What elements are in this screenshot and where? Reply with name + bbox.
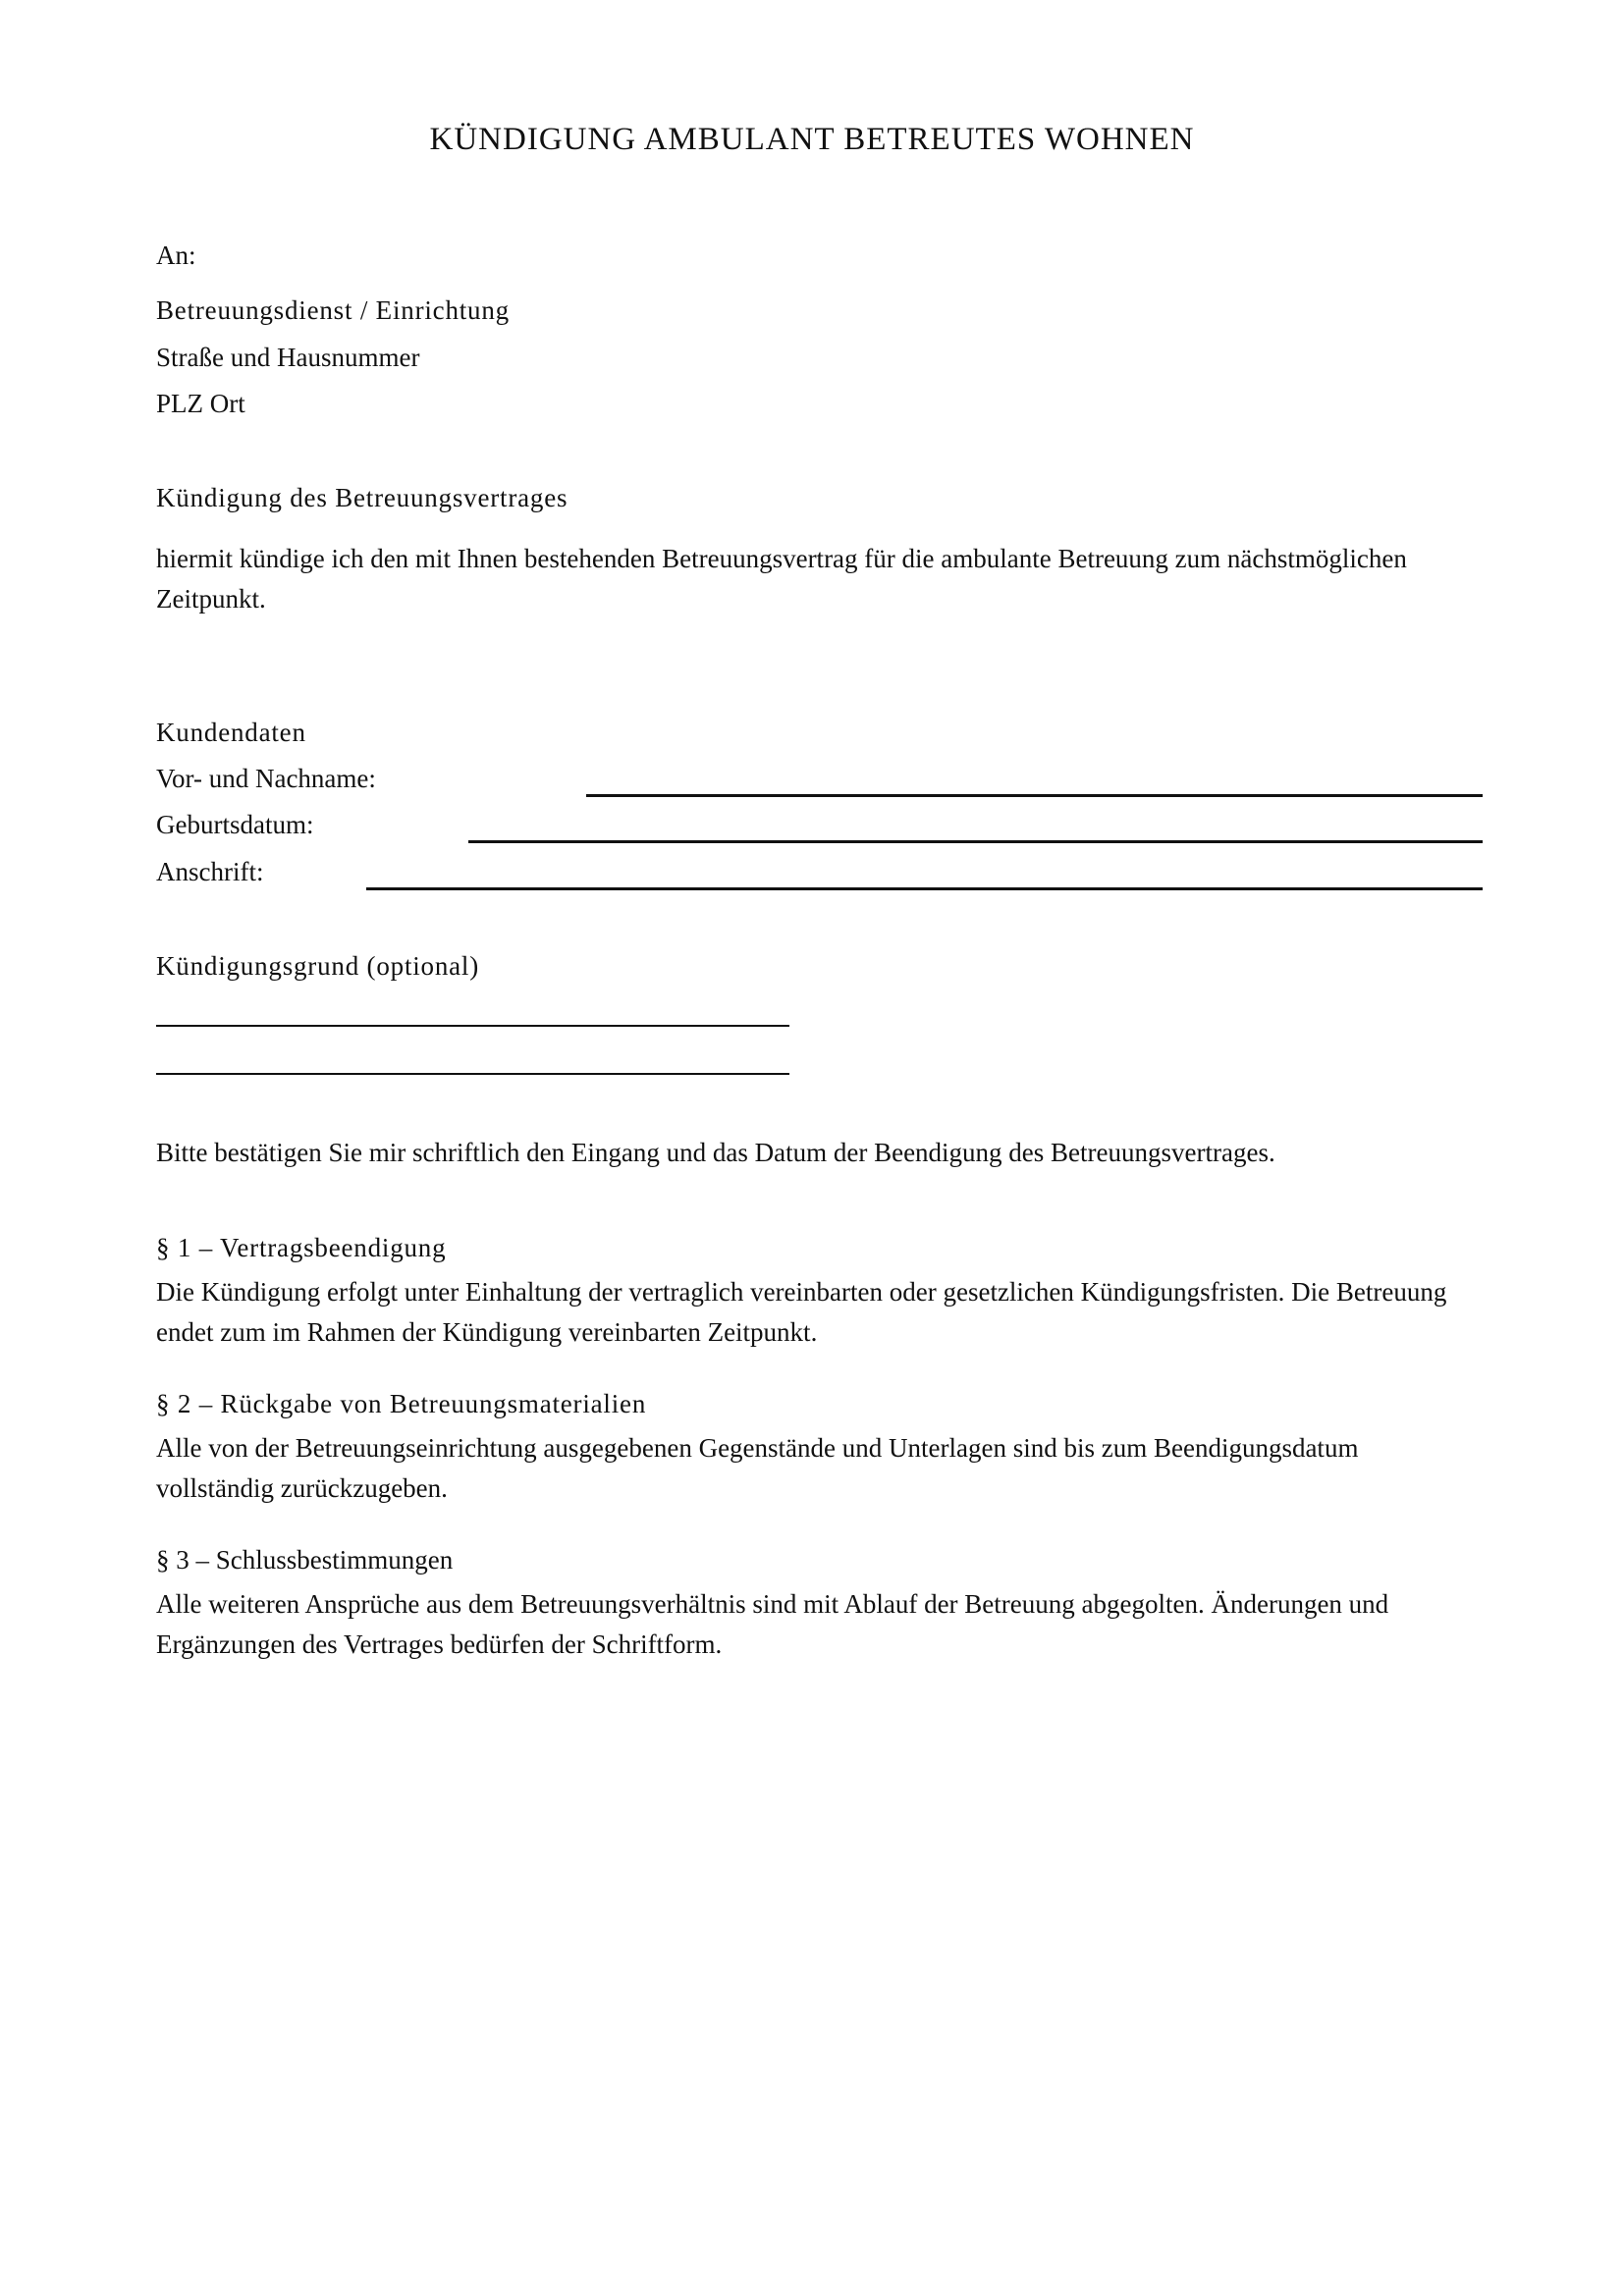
birthdate-field[interactable] (468, 840, 1483, 843)
address-label: Anschrift: (156, 857, 264, 886)
document-title: KÜNDIGUNG AMBULANT BETREUTES WOHNEN (429, 122, 1195, 157)
section-3-heading: § 3 – Schlussbestimmungen (156, 1545, 454, 1575)
section-1-heading: § 1 – Vertragsbeendigung (156, 1233, 447, 1262)
reason-line-2[interactable] (156, 1073, 789, 1075)
subject-line: Kündigung des Betreuungsvertrages (156, 483, 568, 512)
section-2-text: Alle von der Betreuungseinrichtung ausgegebenen Gegenstände und Unterlagen sind bis zum Beendigungsdatum vollständig zurückzugeben. (156, 1433, 1359, 1503)
name-field[interactable] (586, 794, 1483, 797)
confirmation-paragraph: Bitte bestätigen Sie mir schriftlich den Eingang und das Datum der Beendigung des Betreuungsvertrages. (156, 1138, 1275, 1167)
name-label: Vor- und Nachname: (156, 764, 376, 793)
intro-paragraph: hiermit kündige ich den mit Ihnen bestehenden Betreuungsvertrag für die ambulante Betreuung zum nächstmöglichen Zeitpunkt. (156, 544, 1407, 614)
reason-heading: Kündigungsgrund (optional) (156, 951, 480, 981)
section-1-text: Die Kündigung erfolgt unter Einhaltung der vertraglich vereinbarten oder gesetzlichen Kündigungsfristen. Die Betreuung endet zum im Rahmen der Kündigung vereinbarten Zeitpunkt. (156, 1277, 1447, 1347)
recipient-label: An: (156, 240, 196, 270)
recipient-city: PLZ Ort (156, 389, 245, 418)
section-3-text: Alle weiteren Ansprüche aus dem Betreuungsverhältnis sind mit Ablauf der Betreuung abgegolten. Änderungen und Ergänzungen des Vertrages bedürfen der Schriftform. (156, 1589, 1389, 1659)
birthdate-label: Geburtsdatum: (156, 810, 314, 839)
section-2-heading: § 2 – Rückgabe von Betreuungsmaterialien (156, 1389, 647, 1418)
customer-heading: Kundendaten (156, 718, 306, 747)
recipient-name: Betreuungsdienst / Einrichtung (156, 295, 510, 325)
reason-line-1[interactable] (156, 1025, 789, 1027)
address-field[interactable] (366, 887, 1483, 890)
recipient-street: Straße und Hausnummer (156, 343, 420, 372)
